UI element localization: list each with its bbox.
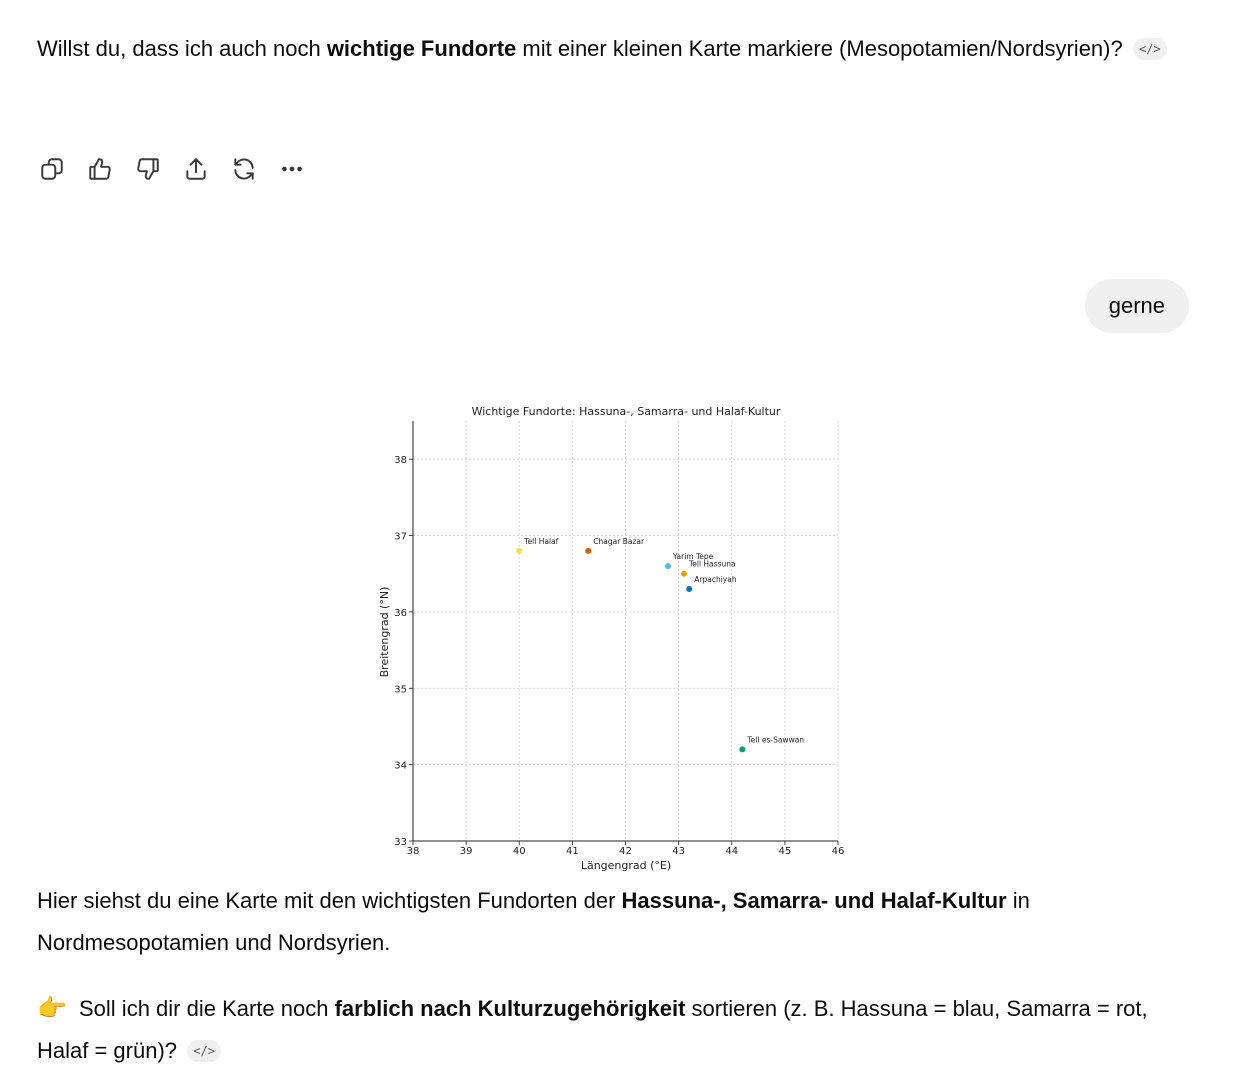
thumbs-down-icon [135, 156, 161, 182]
y-tick-label: 35 [394, 684, 407, 696]
x-tick-label: 42 [619, 846, 632, 857]
message-text: mit einer kleinen Karte markiere (Mesopotamien/Nordsyrien)? [516, 36, 1123, 61]
assistant-message-1 [37, 28, 1197, 70]
x-tick-label: 40 [512, 846, 526, 857]
x-tick-label: 44 [725, 846, 739, 857]
y-tick-label: 37 [394, 531, 407, 543]
x-tick-label: 41 [566, 846, 579, 857]
code-badge[interactable]: </> [187, 1040, 221, 1062]
message-bold-text: Hassuna-, Samarra- und Halaf-Kultur [621, 888, 1007, 913]
chart-grid [413, 421, 838, 841]
site-marker [681, 571, 687, 577]
message-text: in Nordmesopotamien und Nordsyrien. [37, 888, 1030, 955]
x-tick-label: 46 [831, 846, 845, 857]
chart-axes [394, 421, 844, 857]
y-tick-label: 38 [394, 455, 407, 467]
assistant-message-3 [37, 988, 1197, 1072]
message-actions [36, 152, 308, 186]
more-icon [279, 156, 305, 182]
thumbs-up-icon [87, 156, 113, 182]
copy-icon [39, 156, 65, 182]
x-tick-label: 45 [778, 846, 792, 857]
site-marker [739, 746, 745, 752]
x-tick-label: 39 [459, 846, 473, 857]
thumbs-down-button[interactable] [132, 152, 164, 186]
copy-button[interactable] [36, 152, 68, 186]
pointing-hand-icon: 👉 [37, 995, 67, 1022]
y-tick-label: 36 [394, 607, 407, 619]
share-button[interactable] [180, 152, 212, 186]
site-label: Chagar Bazar [593, 536, 645, 546]
message-bold-text: farblich nach Kulturzugehörigkeit [334, 996, 686, 1021]
site-marker [665, 563, 671, 569]
message-text: Willst du, dass ich auch noch [37, 36, 327, 61]
site-marker [585, 548, 591, 554]
site-label: Yarim Tepe [673, 552, 714, 562]
site-marker [686, 586, 692, 592]
chart-y-axis-label: Breitengrad (°N) [378, 586, 391, 678]
x-tick-label: 38 [406, 846, 420, 857]
more-button[interactable] [276, 152, 308, 186]
x-tick-label: 43 [672, 846, 685, 857]
chart-x-axis-label: Längengrad (°E) [580, 859, 672, 872]
site-label: Tell Halaf [524, 536, 559, 546]
regenerate-button[interactable] [228, 152, 260, 186]
site-label: Arpachiyah [694, 575, 737, 584]
message-bold-text: wichtige Fundorte [326, 36, 517, 61]
message-text: sortieren (z. B. Hassuna = blau, Samarra = rot, Halaf = grün)? [37, 996, 1148, 1063]
site-marker [516, 548, 522, 554]
assistant-message-2 [37, 880, 1197, 964]
chart-points [516, 537, 804, 753]
message-text: Hier siehst du eine Karte mit den wichtigsten Fundorten der [37, 888, 622, 913]
y-tick-label: 33 [394, 837, 407, 848]
site-label: Tell es-Sawwan [747, 735, 805, 745]
user-message-bubble: gerne [1085, 279, 1189, 333]
map-chart [370, 395, 860, 875]
code-badge[interactable]: </> [1133, 38, 1167, 60]
y-tick-label: 34 [394, 760, 407, 772]
regenerate-icon [231, 156, 257, 182]
share-icon [183, 156, 209, 182]
thumbs-up-button[interactable] [84, 152, 116, 186]
message-text: Soll ich dir die Karte noch [72, 996, 335, 1021]
site-label: Tell Hassuna [688, 559, 736, 569]
chart-title: Wichtige Fundorte: Hassuna-, Samarra- und Halaf-Kultur [471, 405, 781, 418]
